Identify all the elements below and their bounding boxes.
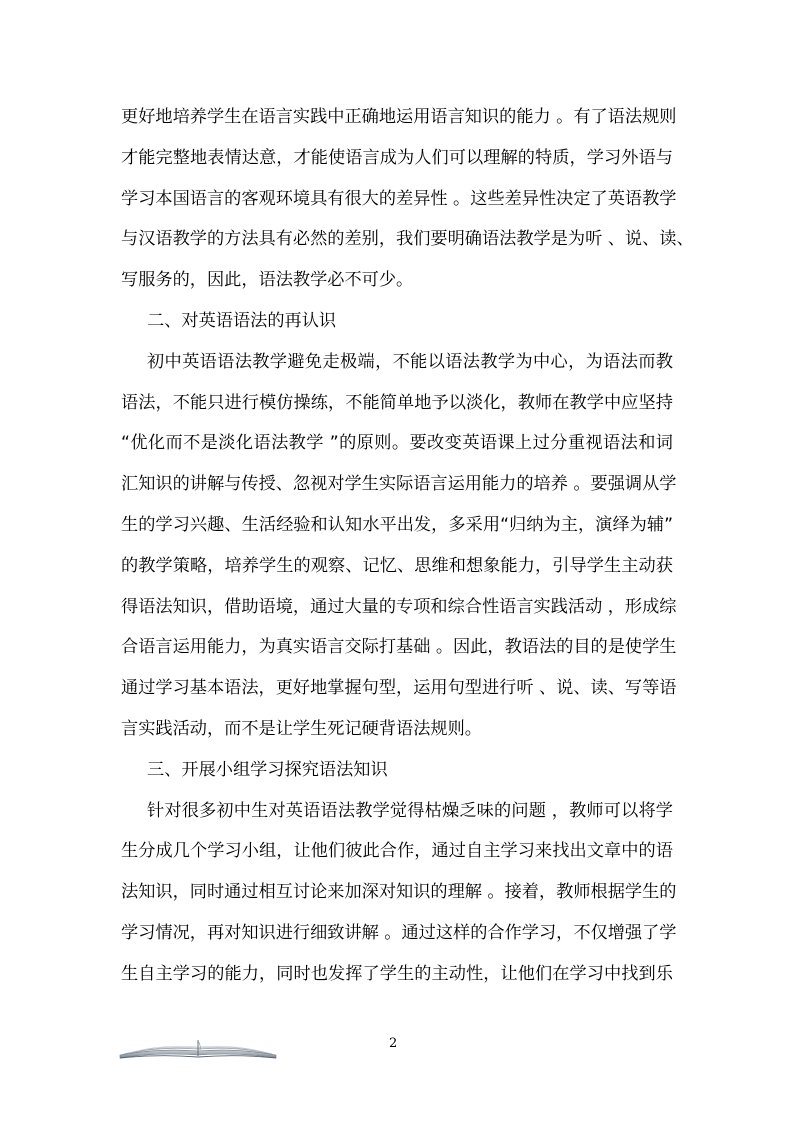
paragraph-line: 学习本国语言的客观环境具有很大的差异性 。这些差异性决定了英语教学 (121, 188, 677, 209)
open-book-icon (118, 1036, 278, 1062)
paragraph-line: 法知识，同时通过相互讨论来加深对知识的理解 。接着，教师根据学生的 (121, 882, 677, 903)
paragraph-line: 语法，不能只进行模仿操练，不能简单地予以淡化，教师在教学中应坚持 (121, 392, 673, 413)
paragraph-line: 言实践活动，而不是让学生死记硬背语法规则。 (121, 718, 482, 739)
section-heading: 三、开展小组学习探究语法知识 (147, 759, 388, 780)
paragraph-line: 合语言运用能力，为真实语言交际打基础 。因此，教语法的目的是使学生 (121, 637, 677, 658)
paragraph-line: 汇知识的讲解与传授、忽视对学生实际语言运用能力的培养 。要强调从学 (121, 474, 677, 495)
paragraph-line: 的教学策略，培养学生的观察、记忆、思维和想象能力，引导学生主动获 (121, 555, 673, 576)
section-heading: 二、对英语语法的再认识 (147, 310, 337, 331)
document-body (121, 101, 694, 999)
paragraph-line: 得语法知识，借助语境，通过大量的专项和综合性语言实践活动 ，形成综 (121, 596, 677, 617)
paragraph-line: 生的学习兴趣、生活经验和认知水平出发，多采用“归纳为主，演绎为辅” (121, 514, 673, 535)
paragraph-line: 写服务的，因此，语法教学必不可少。 (121, 270, 414, 291)
paragraph-line: 更好地培养学生在语言实践中正确地运用语言知识的能力 。有了语法规则 (121, 107, 677, 127)
paragraph-line: 生自主学习的能力，同时也发挥了学生的主动性，让他们在学习中找到乐 (121, 963, 673, 984)
paragraph-line: 与汉语教学的方法具有必然的差别，我们要明确语法教学是为听 、说、读、 (121, 229, 694, 250)
paragraph-line: 初中英语语法教学避免走极端，不能以语法教学为中心，为语法而教 (147, 351, 673, 372)
paragraph-line: 才能完整地表情达意，才能使语言成为人们可以理解的特质，学习外语与 (121, 147, 673, 168)
paragraph-line: 生分成几个学习小组，让他们彼此合作，通过自主学习来找出文章中的语 (121, 841, 673, 862)
paragraph-line: 学习情况，再对知识进行细致讲解 。通过这样的合作学习，不仅增强了学 (121, 922, 677, 943)
page-number: 2 (389, 1036, 398, 1051)
paragraph-line: 通过学习基本语法，更好地掌握句型，运用句型进行听 、说、读、写等语 (121, 678, 677, 699)
paragraph-line: “优化而不是淡化语法教学 ”的原则。要改变英语课上过分重视语法和词 (121, 433, 673, 454)
paragraph-line: 针对很多初中生对英语语法教学觉得枯燥乏味的问题 ，教师可以将学 (147, 800, 673, 821)
